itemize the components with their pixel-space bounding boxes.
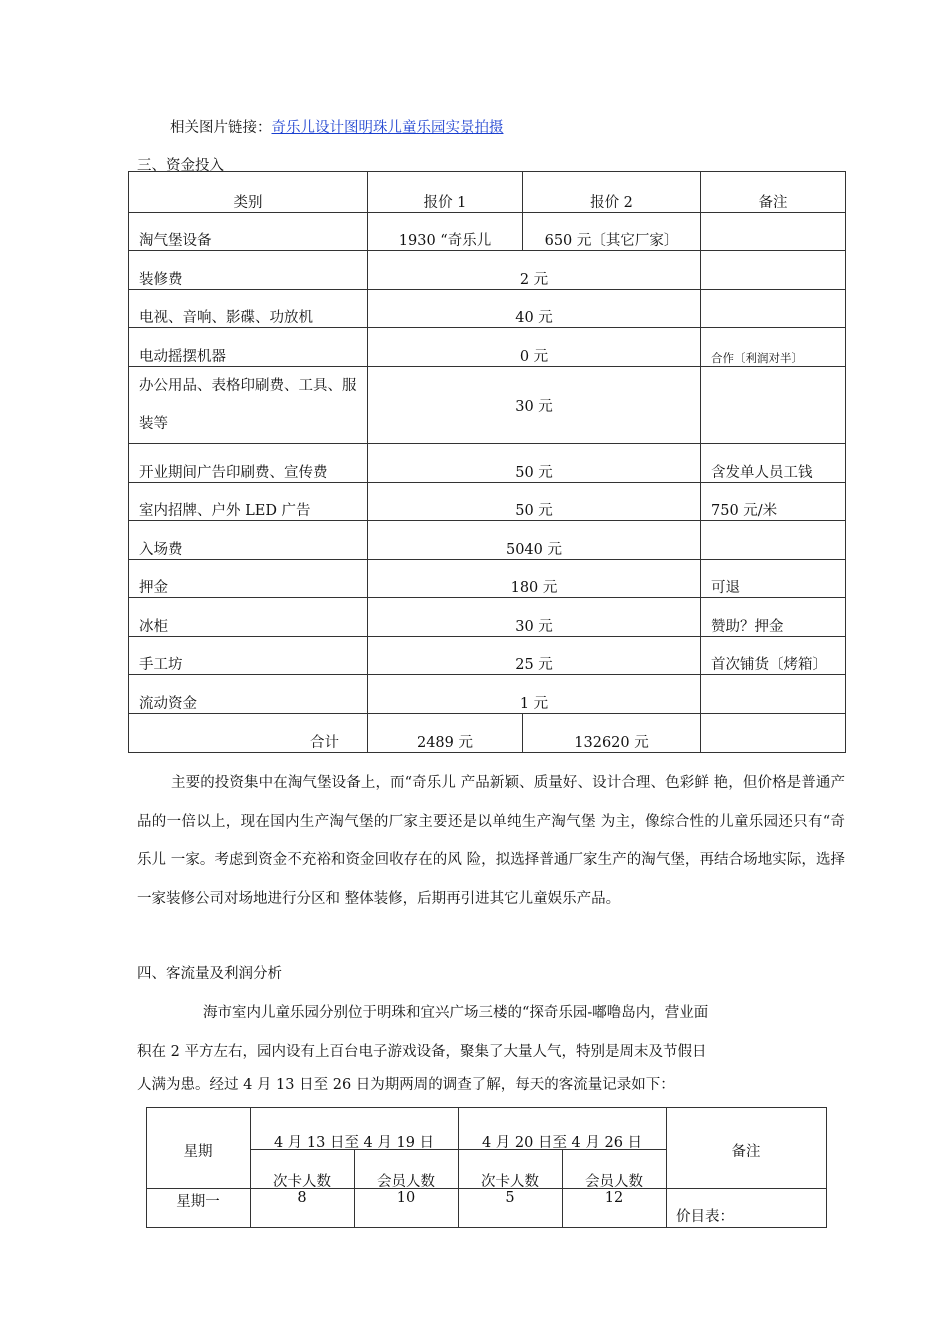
- row-note: 750 元/米: [701, 483, 846, 521]
- row-note: [701, 675, 846, 714]
- total-quote-2: 132620 元: [523, 714, 701, 753]
- traffic-paragraph-line-2: 积在 2 平方左右，园内设有上百台电子游戏设备，聚集了大量人气，特别是周末及节假日: [137, 1044, 707, 1060]
- total-label: 合计: [129, 714, 368, 753]
- header-period-1: 4 月 13 日至 4 月 19 日: [273, 1135, 435, 1151]
- header-note: 备注: [701, 172, 846, 213]
- row-value: 30 元: [368, 367, 701, 444]
- section-4-title: 四、客流量及利润分析: [137, 966, 282, 982]
- row-category: 冰柜: [129, 598, 368, 637]
- investment-table: [128, 171, 846, 753]
- row-note: 可退: [701, 560, 846, 598]
- row-note: [701, 290, 846, 328]
- row-value: 5: [505, 1190, 515, 1206]
- row-category: 装修费: [129, 251, 368, 290]
- table-header-row: [129, 172, 846, 213]
- row-value: 50 元: [368, 483, 701, 521]
- total-quote-1: 2489 元: [368, 714, 523, 753]
- table-row: [129, 213, 846, 251]
- row-note: [701, 213, 846, 251]
- header-category: 类别: [129, 172, 368, 213]
- table-row: [129, 290, 846, 328]
- sub-header-card-count: 次卡人数: [273, 1174, 331, 1190]
- row-category: 电视、音响、影碟、功放机: [129, 290, 368, 328]
- row-value: 0 元: [368, 328, 701, 367]
- row-value: 5040 元: [368, 521, 701, 560]
- row-note: 首次铺货〔烤箱〕: [701, 637, 846, 675]
- table-total-row: [129, 714, 846, 753]
- row-value: 50 元: [368, 444, 701, 483]
- row-value: 8: [297, 1190, 307, 1206]
- divider: [666, 1107, 667, 1227]
- traffic-table: [146, 1107, 826, 1227]
- row-note: [701, 521, 846, 560]
- traffic-paragraph-line-3: 人满为患。经过 4 月 13 日至 26 日为期两周的调查了解，每天的客流量记录如下：: [137, 1077, 675, 1093]
- row-value: 40 元: [368, 290, 701, 328]
- row-value: 1 元: [368, 675, 701, 714]
- sub-header-member-count: 会员人数: [377, 1174, 435, 1190]
- row-category: 手工坊: [129, 637, 368, 675]
- header-quote-1: 报价 1: [368, 172, 523, 213]
- sub-header-card-count: 次卡人数: [481, 1174, 539, 1190]
- row-value: 25 元: [368, 637, 701, 675]
- row-day: 星期一: [176, 1194, 220, 1210]
- table-row: [129, 637, 846, 675]
- table-row: [129, 444, 846, 483]
- row-note: 价目表：: [676, 1209, 734, 1225]
- row-value: 10: [396, 1190, 416, 1206]
- related-label: 相关图片链接：: [170, 120, 272, 136]
- row-quote-1: 1930 “奇乐儿: [368, 213, 523, 251]
- row-quote-2: 650 元〔其它厂家〕: [523, 213, 701, 251]
- divider: [458, 1107, 459, 1227]
- header-day: 星期: [183, 1144, 213, 1160]
- row-value: 12: [604, 1190, 624, 1206]
- row-value: 30 元: [368, 598, 701, 637]
- table-row: [129, 675, 846, 714]
- row-note: [701, 251, 846, 290]
- row-category: 淘气堡设备: [129, 213, 368, 251]
- header-period-2: 4 月 20 日至 4 月 26 日: [481, 1135, 643, 1151]
- row-category: 室内招牌、户外 LED 广告: [129, 483, 368, 521]
- row-note: 含发单人员工钱: [701, 444, 846, 483]
- divider: [250, 1107, 251, 1227]
- section-3-title: 三、资金投入: [137, 158, 224, 174]
- row-category: 电动摇摆机器: [129, 328, 368, 367]
- table-row: [129, 367, 846, 444]
- row-value: 180 元: [368, 560, 701, 598]
- table-row: [129, 560, 846, 598]
- row-category: 入场费: [129, 521, 368, 560]
- related-images-link[interactable]: 奇乐儿设计图明珠儿童乐园实景拍摄: [271, 120, 504, 136]
- header-note: 备注: [731, 1144, 761, 1160]
- row-note: 赞助？押金: [701, 598, 846, 637]
- related-images-line: [170, 116, 504, 137]
- investment-summary-paragraph: 主要的投资集中在淘气堡设备上，而“奇乐儿 产品新颖、质量好、设计合理、色彩鲜 艳，但价格是普通产品的一倍以上，现在国内生产淘气堡的厂家主要还是以单纯生产淘气堡 为主，像综合性的儿童乐园还只有“奇乐儿 一家。考虑到资金不充裕和资金回收存在的风 险，拟选择普通厂家生产的淘气堡，再结合场地实际，选择一家装修公司对场地进行分区和 整体装修，后期再引进其它儿童娱乐产品。: [137, 775, 845, 907]
- row-value: 2 元: [368, 251, 701, 290]
- table-row: [129, 251, 846, 290]
- table-row: [129, 328, 846, 367]
- total-note: [701, 714, 846, 753]
- table-row: [129, 521, 846, 560]
- header-quote-2: 报价 2: [523, 172, 701, 213]
- row-note: 合作〔利润对半〕: [701, 328, 846, 367]
- table-row: [129, 483, 846, 521]
- row-category: 押金: [129, 560, 368, 598]
- table-row: [129, 598, 846, 637]
- sub-header-member-count: 会员人数: [585, 1174, 643, 1190]
- row-note: [701, 367, 846, 444]
- row-category: 办公用品、表格印刷费、工具、服装等: [129, 367, 368, 444]
- traffic-paragraph-line-1: 海市室内儿童乐园分别位于明珠和宜兴广场三楼的“探奇乐园-嘟噜岛内，营业面: [203, 1005, 709, 1021]
- row-category: 流动资金: [129, 675, 368, 714]
- row-category: 开业期间广告印刷费、宣传费: [129, 444, 368, 483]
